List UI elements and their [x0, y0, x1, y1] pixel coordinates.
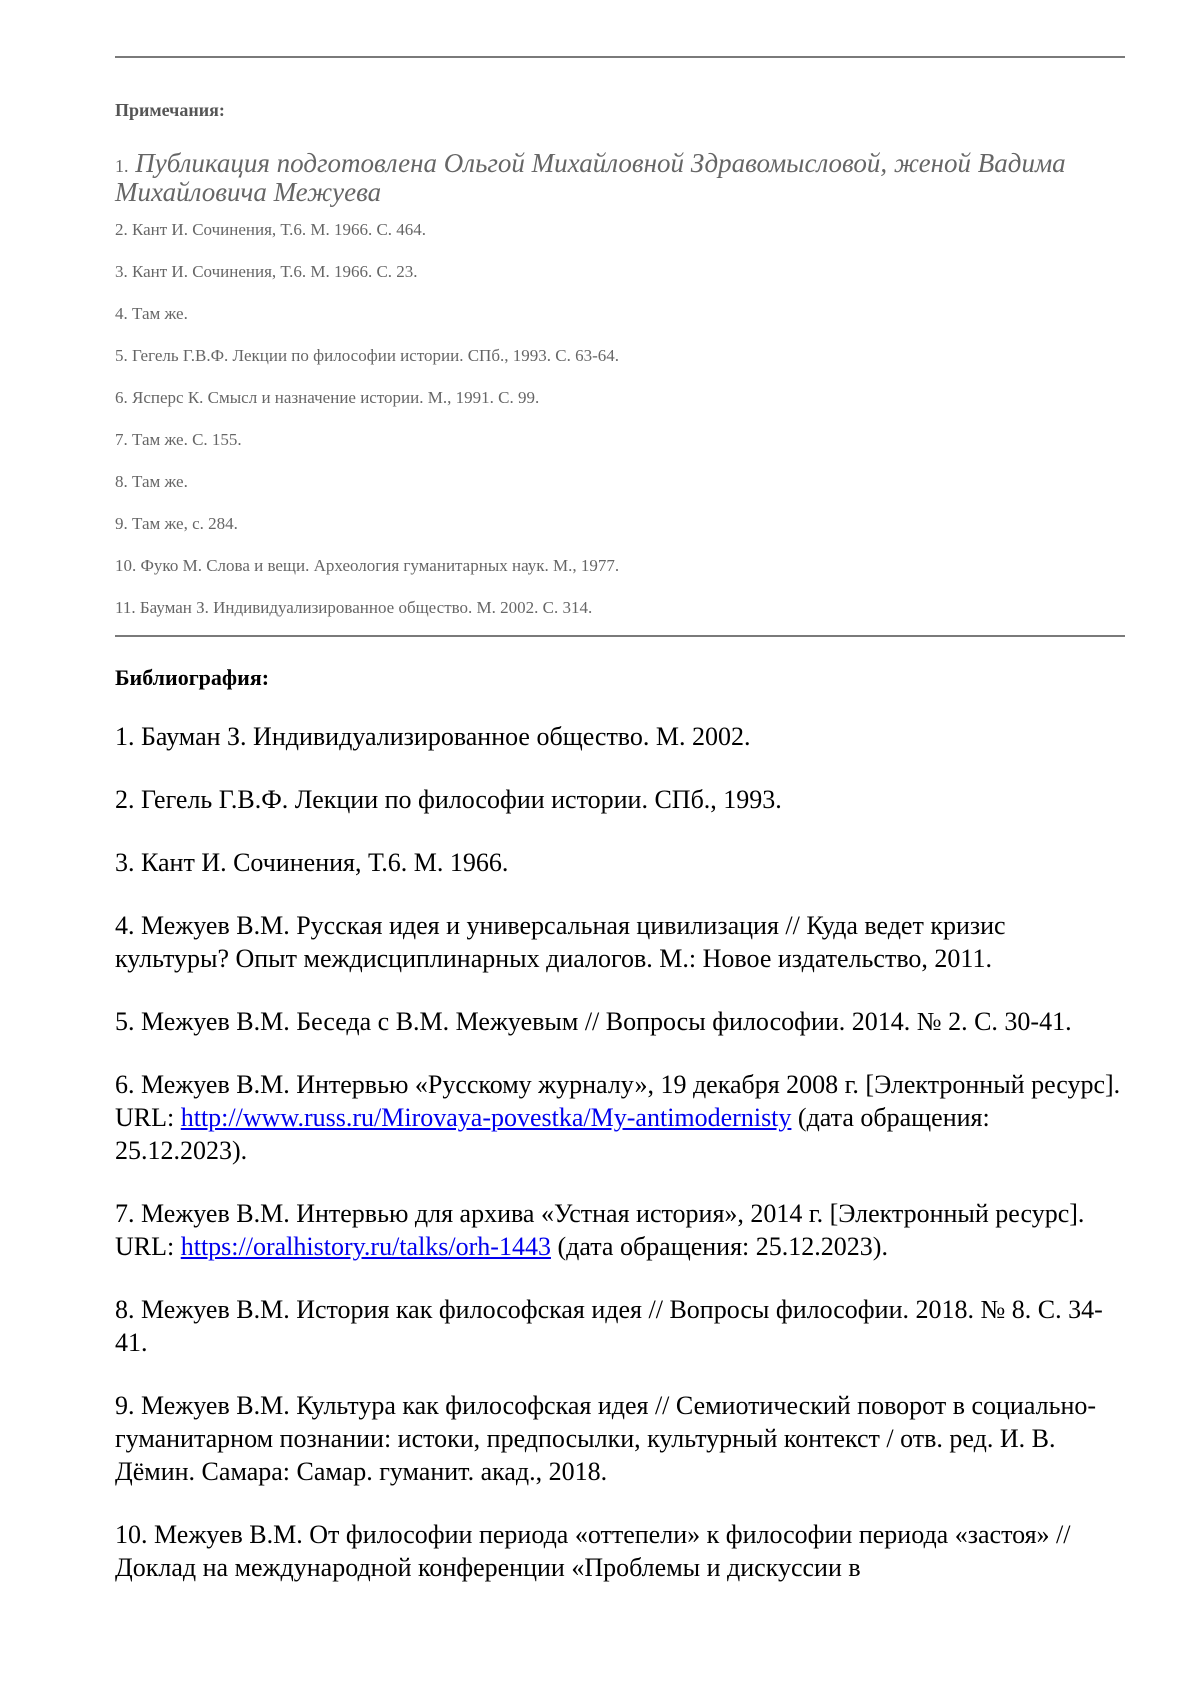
bib-link-russ[interactable]: http://www.russ.ru/Mirovaya-povestka/My-antimodernisty — [180, 1103, 792, 1132]
bib-text: 7. Межуев В.М. Интервью для архива «Устная история», 2014 г. [Электронный ресурс]. URL: — [115, 1199, 1085, 1261]
bib-item-10: 10. Межуев В.М. От философии периода «оттепели» к философии периода «застоя» // Доклад на международной конференции «Проблемы и дискуссии в — [115, 1520, 1071, 1582]
bib-item-3: 3. Кант И. Сочинения, Т.6. М. 1966. — [115, 848, 509, 877]
note-text: Публикация подготовлена Ольгой Михайловной Здравомысловой, женой Вадима Михайловича Межуева — [115, 148, 1066, 207]
note-item-5: 5. Гегель Г.В.Ф. Лекции по философии истории. СПб., 1993. С. 63-64. — [115, 346, 619, 365]
note-item-6: 6. Ясперс К. Смысл и назначение истории. М., 1991. С. 99. — [115, 388, 540, 407]
bib-item-9: 9. Межуев В.М. Культура как философская идея // Семиотический поворот в социально-гуманитарном познании: истоки, предпосылки, культурный контекст / отв. ред. И. В. Дёмин. Самара: Самар. гуманит. акад., 2018. — [115, 1391, 1097, 1486]
notes-list — [115, 150, 1125, 639]
bib-item-2: 2. Гегель Г.В.Ф. Лекции по философии истории. СПб., 1993. — [115, 785, 782, 814]
note-item-10: 10. Фуко М. Слова и вещи. Археология гуманитарных наук. М., 1977. — [115, 556, 620, 575]
bib-link-oralhistory[interactable]: https://oralhistory.ru/talks/orh-1443 — [180, 1232, 551, 1261]
bib-text: (дата обращения: 25.12.2023). — [550, 1232, 888, 1261]
note-item-7: 7. Там же. С. 155. — [115, 430, 242, 449]
note-item-1 — [115, 150, 1125, 205]
bib-item-5: 5. Межуев В.М. Беседа с В.М. Межуевым // Вопросы философии. 2014. № 2. С. 30-41. — [115, 1007, 1072, 1036]
bib-item-7 — [115, 1197, 1125, 1263]
bib-item-4: 4. Межуев В.М. Русская идея и универсальная цивилизация // Куда ведет кризис культуры? Опыт междисциплинарных диалогов. М.: Новое издательство, 2011. — [115, 911, 1006, 973]
bib-text: 6. Межуев В.М. Интервью «Русскому журналу», 19 декабря 2008 г. [Электронный ресурс]. URL: — [115, 1070, 1121, 1132]
note-item-9: 9. Там же, с. 284. — [115, 514, 238, 533]
bib-item-6 — [115, 1068, 1125, 1167]
bib-item-8: 8. Межуев В.М. История как философская идея // Вопросы философии. 2018. № 8. С. 34-41. — [115, 1295, 1103, 1357]
bibliography-list — [115, 720, 1125, 1614]
note-item-3: 3. Кант И. Сочинения, Т.6. М. 1966. С. 23. — [115, 262, 418, 281]
top-divider — [115, 56, 1125, 58]
section-divider — [115, 635, 1125, 637]
note-item-4: 4. Там же. — [115, 304, 188, 323]
note-item-11: 11. Бауман З. Индивидуализированное общество. М. 2002. С. 314. — [115, 598, 593, 617]
note-item-8: 8. Там же. — [115, 472, 188, 491]
note-number: 1. — [115, 156, 129, 176]
bib-item-1: 1. Бауман З. Индивидуализированное общество. М. 2002. — [115, 722, 751, 751]
note-item-2: 2. Кант И. Сочинения, Т.6. М. 1966. С. 464. — [115, 220, 427, 239]
notes-heading: Примечания: — [115, 100, 225, 120]
bibliography-heading: Библиография: — [115, 665, 270, 690]
bib-text: (дата обращения: 25.12.2023). — [115, 1103, 990, 1165]
